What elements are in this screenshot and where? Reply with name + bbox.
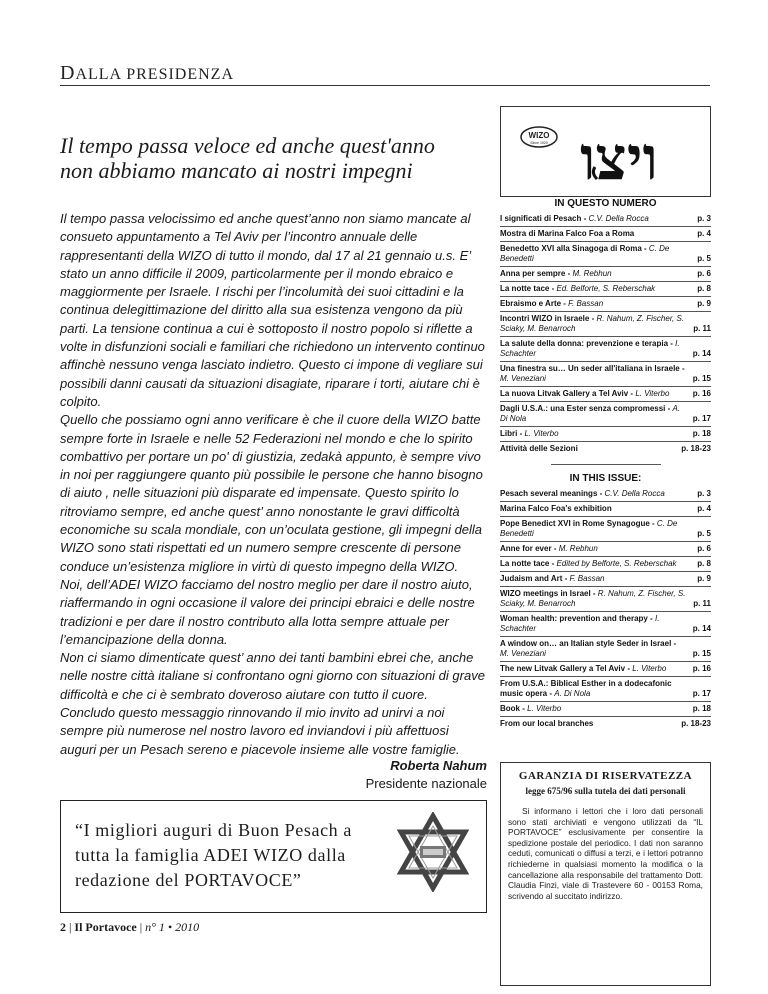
section-label-initial: D <box>60 62 76 84</box>
toc-item-title-text: Una finestra su… Un seder all'italiana in Israele <box>500 364 680 373</box>
toc-item-page: p. 11 <box>693 599 711 608</box>
toc-item-title: I significati di Pesach - C.V. Della Rocca <box>500 214 649 223</box>
toc-item-author: F. Bassan <box>568 299 604 308</box>
toc-item-title-text: A window on… an Italian style Seder in Israel <box>500 639 672 648</box>
toc-item-title: La nuova Litvak Gallery a Tel Aviv - L. Viterbo <box>500 389 670 398</box>
toc-item-title: The new Litvak Gallery a Tel Aviv - L. Viterbo <box>500 664 667 673</box>
toc-item-title-text: Dagli U.S.A.: una Ester senza compromessi <box>500 404 666 413</box>
svg-text:ויצו: ויצו <box>580 124 658 194</box>
toc-item-page: p. 18-23 <box>681 719 711 728</box>
toc-item-title <box>500 719 675 729</box>
toc-item-title <box>500 444 675 454</box>
toc-item-author: L. Viterbo <box>635 389 670 398</box>
toc-item <box>500 362 711 387</box>
toc-item-title-text: Judaism and Art <box>500 574 563 583</box>
toc-item <box>500 212 711 227</box>
signature-name: Roberta Nahum <box>390 758 487 773</box>
toc-item-page: p. 17 <box>692 689 711 698</box>
page-number: 2 <box>60 920 66 934</box>
toc-item-title-text: Pope Benedict XVI in Rome Synagogue <box>500 519 650 528</box>
toc-item-title-text: The new Litvak Gallery a Tel Aviv <box>500 664 626 673</box>
toc-item-title-text: Pesach several meanings <box>500 489 598 498</box>
toc-item-title-text: I significati di Pesach <box>500 214 582 223</box>
toc-item-page: p. 18 <box>692 704 711 713</box>
toc-item-title-text: Marina Falco Foa's exhibition <box>500 504 612 513</box>
article-body <box>60 210 487 759</box>
svg-text:WIZO: WIZO <box>528 131 550 140</box>
toc-item-title-text: Benedetto XVI alla Sinagoga di Roma <box>500 244 642 253</box>
toc-item-title-text: Mostra di Marina Falco Foa a Roma <box>500 229 635 238</box>
toc-item-title <box>500 229 691 239</box>
toc-item-title: La salute della donna: prevenzione e terapia - I. Schachter <box>500 339 680 358</box>
toc-item-title-text: Anne for ever <box>500 544 552 553</box>
toc-item <box>500 662 711 677</box>
privacy-subtitle: legge 675/96 sulla tutela dei dati personali <box>525 786 686 796</box>
toc-item <box>500 717 711 731</box>
toc-item <box>500 267 711 282</box>
toc-item-author: A. Di Nola <box>500 404 681 423</box>
toc-item-page: p. 3 <box>697 214 711 223</box>
toc-item-page: p. 8 <box>697 284 711 293</box>
toc-item-author: R. Nahum, Z. Fischer, S. Sciaky, M. Benarroch <box>500 314 685 333</box>
toc-item-title: Book - L. Viterbo <box>500 704 562 713</box>
toc-item <box>500 557 711 572</box>
toc-item-author: F. Bassan <box>569 574 605 583</box>
toc-item-page: p. 11 <box>693 324 711 333</box>
section-label <box>60 62 234 85</box>
toc-item-title: Libri - L. Viterbo <box>500 429 559 438</box>
toc-item-title: Dagli U.S.A.: una Ester senza compromessi - A. Di Nola <box>500 404 681 423</box>
toc-item-page: p. 18-23 <box>681 444 711 453</box>
toc-item-author: I. Schachter <box>500 339 680 358</box>
privacy-text: Si informano i lettori che i loro dati personali sono stati archiviati e vengono utilizzati da “IL PORTAVOCE” esclusivamente per consentire la spedizione postale del periodico. I dati non saranno ceduti, comunicati o diffusi a terzi, e i lettori potranno richiederne in qualsiasi momento la modifica o la cancellazione alla responsabile del trattamento Dott. Claudia Finzi, viale di Trastevere 60 - 00153 Roma, scrivendo al succitato indirizzo. <box>508 806 703 901</box>
toc-item-page: p. 6 <box>697 269 711 278</box>
toc-item-page: p. 16 <box>692 664 711 673</box>
toc-item-title: Pesach several meanings - C.V. Della Rocca <box>500 489 665 498</box>
toc-item-author: A. Di Nola <box>554 689 591 698</box>
toc-item-author: Edited by Belforte, S. Reberschak <box>556 559 677 568</box>
toc-item-title: Ebraismo e Arte - F. Bassan <box>500 299 604 308</box>
toc-item-title: From U.S.A.: Biblical Esther in a dodecafonic music opera - A. Di Nola <box>500 679 672 698</box>
publication-name: Il Portavoce <box>74 920 137 934</box>
article-title-line-1: Il tempo passa veloce ed anche quest'anno <box>60 133 435 158</box>
toc-item-author: M. Veneziani <box>500 374 546 383</box>
toc-item-author: I. Schachter <box>500 614 660 633</box>
toc-item-author: M. Rebhun <box>572 269 612 278</box>
toc-item-page: p. 4 <box>697 229 711 238</box>
table-of-contents <box>500 196 711 731</box>
article-paragraph: Il tempo passa velocissimo ed anche quest’anno non siamo mancate al consueto appuntamento a Tel Aviv per l’incontro annuale delle rappresentanti della WIZO di tutto il mondo, dal 17 al 21 gennaio u.s. E’ stato un anno difficile il 2009, particolarmente per il mondo ebraico e maggiormente per Israele. I rischi per l’incolumità dei suoi cittadini e la continua delegittimazione del diritto alla sua esistenza vengono da più parti. La tensione continua a cui è sottoposto il nostro popolo si riflette a volte in disfunzioni sociali e familiari che richiedono un intervento continuo affinchè nessuno venga lasciato indietro. Questo ci impone di vegliare sui possibili danni causati da situazioni disagiate, riparare i torti, aiutare chi è colpito. <box>60 211 485 409</box>
toc-item-title-text: WIZO meetings in Israel <box>500 589 591 598</box>
toc-item-page: p. 3 <box>697 489 711 498</box>
toc-item-page: p. 6 <box>697 544 711 553</box>
toc-item-author: Ed. Belforte, S. Reberschak <box>556 284 656 293</box>
toc-item-title-text: Anna per sempre <box>500 269 566 278</box>
toc-item-author: L. Viterbo <box>527 704 562 713</box>
signature-role: Presidente nazionale <box>365 776 487 791</box>
issue-number: n° 1 • 2010 <box>145 920 200 934</box>
toc-item-author: L. Viterbo <box>632 664 667 673</box>
toc-item <box>500 427 711 442</box>
toc-item <box>500 282 711 297</box>
wizo-logo-box <box>500 106 711 197</box>
privacy-title: GARANZIA DI RISERVATEZZA <box>518 770 693 782</box>
toc-item <box>500 502 711 517</box>
toc-item-page: p. 14 <box>692 624 711 633</box>
toc-item <box>500 297 711 312</box>
toc-item-title-text: From U.S.A.: Biblical Esther in a dodecafonic music opera <box>500 679 672 698</box>
toc-item-title <box>500 504 691 514</box>
toc-item-title: La notte tace - Ed. Belforte, S. Reberschak <box>500 284 656 293</box>
toc-item-title: Anna per sempre - M. Rebhun <box>500 269 612 278</box>
toc-item-title: Judaism and Art - F. Bassan <box>500 574 605 583</box>
toc-item-page: p. 5 <box>697 254 711 263</box>
toc-item-title: Incontri WIZO in Israele - R. Nahum, Z. Fischer, S. Sciaky, M. Benarroch <box>500 314 685 333</box>
toc-item-page: p. 18 <box>692 429 711 438</box>
article-paragraph: Non ci siamo dimenticate quest’ anno dei tanti bambini ebrei che, anche nelle nostre città italiane si confrontano ogni giorno con situazioni di grave difficoltà e che ci è sembrato doveroso aiutare con tutto il cuore. <box>60 650 485 702</box>
toc-item <box>500 402 711 427</box>
article-title <box>60 133 480 183</box>
toc-item-title-text: Woman health: prevention and therapy <box>500 614 648 623</box>
toc-item-title-text: La nuova Litvak Gallery a Tel Aviv <box>500 389 629 398</box>
star-of-david-icon <box>393 812 473 892</box>
toc-item <box>500 612 711 637</box>
toc-item-title: Una finestra su… Un seder all'italiana in Israele - M. Veneziani <box>500 364 685 383</box>
toc-item-title: WIZO meetings in Israel - R. Nahum, Z. Fischer, S. Sciaky, M. Benarroch <box>500 589 686 608</box>
svg-text:Since 1920: Since 1920 <box>530 141 548 145</box>
article-paragraph: Concludo questo messaggio rinnovando il mio invito ad unirvi a noi sempre più numerose nel nostro lavoro ed inviandovi i più affettuosi auguri per un Pesach sereno e piacevole insieme alle vostre famiglie. <box>60 705 460 757</box>
wishes-line: redazione del PORTAVOCE” <box>75 870 302 890</box>
toc-item <box>500 572 711 587</box>
toc-item <box>500 637 711 662</box>
toc-item <box>500 442 711 456</box>
toc-item <box>500 312 711 337</box>
toc-item-title-text: From our local branches <box>500 719 594 728</box>
toc-item-author: M. Veneziani <box>500 649 546 658</box>
toc-heading-en: IN THIS ISSUE: <box>569 473 642 484</box>
toc-item <box>500 487 711 502</box>
article-paragraph: Quello che possiamo ogni anno verificare è che il cuore della WIZO batte sempre forte in Israele e nelle 52 Federazioni nel mondo e che lo spirito combattivo per portare un po' di giustizia, zedakà appunto, è sempre vivo in noi per raggiungere quanto più possibile le persone che hanno bisogno di aiuto , nelle situazioni più disparate ed impensate. Questo spirito lo ritroviamo sempre, ed anche quest’ anno nonostante le gravi difficoltà economiche su scala mondiale, con un’oculata gestione, gli impegni della WIZO sono stati rispettati ed un numero sempre crescente di persone conduce un’esistenza migliore in virtù di questo impegno della WIZO. <box>60 412 483 574</box>
toc-item-author: C.V. Della Rocca <box>588 214 649 223</box>
toc-item-title-text: Attività delle Sezioni <box>500 444 578 453</box>
toc-item-page: p. 15 <box>692 649 711 658</box>
toc-item-title-text: La salute della donna: prevenzione e terapia <box>500 339 669 348</box>
toc-item-author: C.V. Della Rocca <box>604 489 665 498</box>
toc-item-title: A window on… an Italian style Seder in Israel - M. Veneziani <box>500 639 677 658</box>
toc-item-author: C. De Benedetti <box>500 519 678 538</box>
toc-item <box>500 337 711 362</box>
toc-item-page: p. 14 <box>692 349 711 358</box>
toc-item <box>500 542 711 557</box>
toc-item-page: p. 9 <box>697 299 711 308</box>
section-label-rest: ALLA PRESIDENZA <box>75 66 235 83</box>
toc-item-title-text: Incontri WIZO in Israele <box>500 314 590 323</box>
toc-item <box>500 517 711 542</box>
article-title-line-2: non abbiamo mancato ai nostri impegni <box>60 158 413 183</box>
toc-item <box>500 702 711 717</box>
toc-item-page: p. 17 <box>692 414 711 423</box>
toc-item-author: L. Viterbo <box>524 429 559 438</box>
toc-item <box>500 227 711 242</box>
toc-item <box>500 677 711 702</box>
page-footer: 2 | Il Portavoce | n° 1 • 2010 <box>60 920 200 934</box>
toc-item-title-text: La notte tace <box>500 284 550 293</box>
toc-item-author: R. Nahum, Z. Fischer, S. Sciaky, M. Benarroch <box>500 589 686 608</box>
toc-item-title-text: Ebraismo e Arte <box>500 299 562 308</box>
wishes-text <box>75 818 395 893</box>
toc-item-title-text: La notte tace <box>500 559 550 568</box>
toc-item-page: p. 16 <box>692 389 711 398</box>
article-paragraph: Noi, dell’ADEI WIZO facciamo del nostro meglio per dare il nostro aiuto, riaffermando in ogni occasione il valore dei principi ebraici e delle nostre tradizioni e per dare il nostro contributo alla lotta sempre attuale per l’emancipazione della donna. <box>60 576 475 647</box>
toc-divider <box>551 464 661 465</box>
toc-item-title: Benedetto XVI alla Sinagoga di Roma - C. De Benedetti <box>500 244 670 263</box>
toc-item-title: Woman health: prevention and therapy - I. Schachter <box>500 614 660 633</box>
toc-item-title: Anne for ever - M. Rebhun <box>500 544 598 553</box>
header-rule <box>60 85 710 86</box>
toc-item-title-text: Book <box>500 704 520 713</box>
toc-item-author: M. Rebhun <box>558 544 598 553</box>
toc-item <box>500 242 711 267</box>
toc-item-title-text: Libri <box>500 429 518 438</box>
toc-item-page: p. 4 <box>697 504 711 513</box>
toc-item-author: C. De Benedetti <box>500 244 670 263</box>
toc-heading-it: IN QUESTO NUMERO <box>554 198 657 209</box>
toc-item-page: p. 5 <box>697 529 711 538</box>
toc-item-page: p. 9 <box>697 574 711 583</box>
toc-item-title: Pope Benedict XVI in Rome Synagogue - C. De Benedetti <box>500 519 678 538</box>
wizo-logo <box>501 107 710 196</box>
wishes-line: “I migliori auguri di Buon Pesach a <box>75 820 352 840</box>
wishes-line: tutta la famiglia ADEI WIZO dalla <box>75 845 346 865</box>
toc-item <box>500 387 711 402</box>
toc-item <box>500 587 711 612</box>
toc-item-title: La notte tace - Edited by Belforte, S. Reberschak <box>500 559 677 568</box>
toc-item-page: p. 8 <box>697 559 711 568</box>
toc-item-page: p. 15 <box>692 374 711 383</box>
